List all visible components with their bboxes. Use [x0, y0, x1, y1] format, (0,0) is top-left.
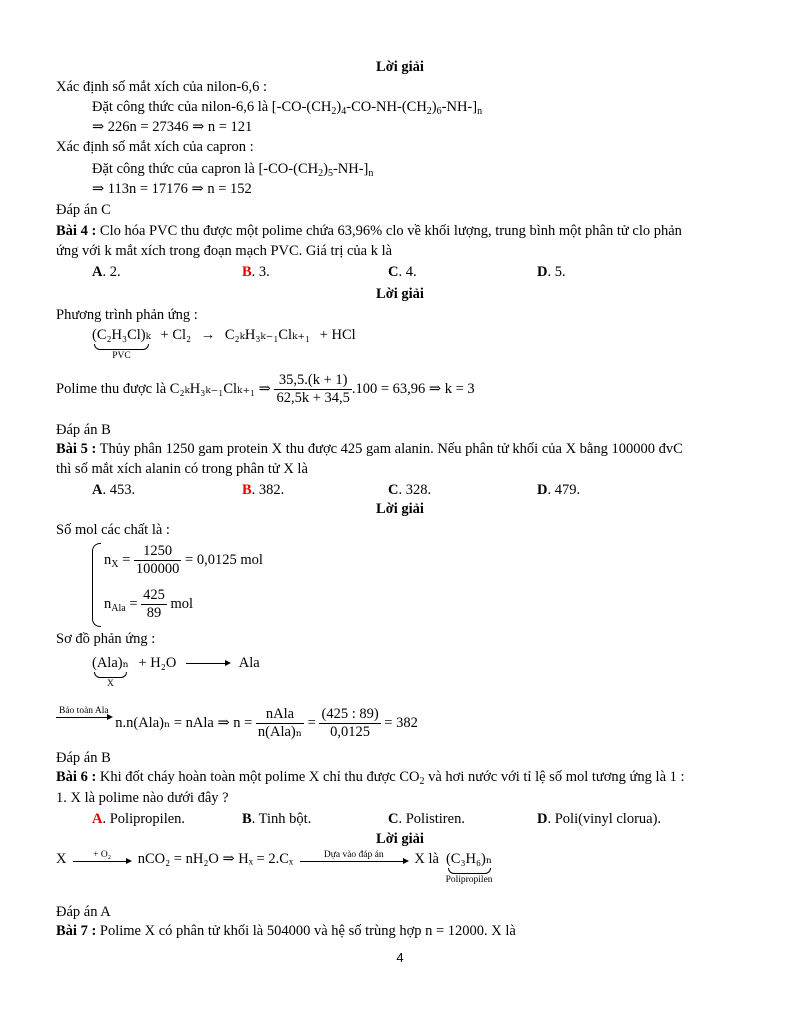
calc-line: ⇒ 226n = 27346 ⇒ n = 121 [92, 119, 253, 135]
curly-brace [92, 543, 101, 627]
question-line: Bài 4 : Clo hóa PVC thu được một polime chứa 63,96% clo về khối lượng, trung bình một phân tử clo phản [56, 223, 682, 239]
polime-calc-line: Polime thu được là C₂ₖH₃ₖ₋₁Clₖ₊₁ ⇒ $\frac{35,5.(k + 1)}{62,5k + 34,5}$ .100 = 63,96 ⇒ k = 3 [56, 372, 475, 406]
option-d: D. 5. [537, 264, 566, 280]
calc-line: ⇒ 113n = 17176 ⇒ n = 152 [92, 181, 252, 197]
text-line: Sơ đồ phản ứng : [56, 631, 156, 647]
page-number: 4 [396, 950, 404, 965]
option-b: B. 3. [242, 264, 270, 280]
question-line: Bài 5 : Thủy phân 1250 gam protein X thu được 425 gam alanin. Nếu phân tử khối của X bằng 100000 đvC [56, 441, 683, 457]
text-line: Phương trình phản ứng : [56, 307, 198, 323]
nx-equation: $n_X$ = $\frac{1250}{100000}$ = 0,0125 mol [104, 543, 263, 577]
option-a: A. 453. [92, 482, 136, 498]
solution-heading: Lời giải [376, 59, 424, 75]
option-d: D. Poli(vinyl clorua). [537, 811, 662, 827]
option-d: D. 479. [537, 482, 581, 498]
text-line: Xác định số mắt xích của nilon-6,6 : [56, 79, 268, 95]
solution-heading: Lời giải [376, 286, 424, 302]
formula-line: Đặt công thức của capron là $[-CO-(CH_2)_5-NH-]_n$ [92, 161, 374, 179]
question-line: Bài 6 : Khi đốt cháy hoàn toàn một polime X chỉ thu được $CO_2$ và hơi nước với tỉ lệ số mol tương ứng là 1 : [56, 769, 685, 787]
conservation-line: Bảo toàn Ala n.n(Ala)ₙ = nAla ⇒ n = $\frac{\text{nAla}}{\text{n(Ala)ₙ}}$ = $\frac{(425 : 89)}{0,0125}$ = 382 [56, 706, 418, 741]
option-c: C. Polistiren. [388, 811, 465, 827]
option-a: A. Polipropilen. [92, 811, 186, 827]
derivation-line: X + O₂ nCO₂ = nH₂O ⇒ Hₓ = 2.Cₓ Dựa vào đáp án X là (C₃H₆)ₙ Polipropilen [56, 850, 493, 885]
nala-equation: $n_{Ala}$ = $\frac{425}{89}$ mol [104, 587, 194, 621]
answer-line: Đáp án B [56, 750, 111, 766]
option-c: C. 4. [388, 264, 417, 280]
answer-line: Đáp án C [56, 202, 111, 218]
solution-heading: Lời giải [376, 831, 424, 847]
question-line: Bài 7 : Polime X có phân tử khối là 504000 và hệ số trùng hợp n = 12000. X là [56, 923, 516, 939]
reaction-scheme: (Ala)ₙ X + H₂O Ala [92, 655, 260, 689]
text-line: Số mol các chất là : [56, 522, 170, 538]
option-c: C. 328. [388, 482, 432, 498]
option-b: B. 382. [242, 482, 285, 498]
reaction-equation: (C₂H₃Cl)ₖ PVC + Cl₂ → C₂ₖH₃ₖ₋₁Clₖ₊₁ + HCl [92, 327, 356, 361]
answer-line: Đáp án B [56, 422, 111, 438]
option-b: B. Tinh bột. [242, 811, 312, 827]
answer-line: Đáp án A [56, 904, 111, 920]
question-line: thì số mắt xích alanin có trong phân tử X là [56, 461, 308, 477]
question-line: 1. X là polime nào dưới đây ? [56, 790, 229, 806]
formula-line: Đặt công thức của nilon-6,6 là $[-CO-(CH_2)_4-CO-NH-(CH_2)_6-NH-]_n$ [92, 99, 483, 117]
question-line: ứng với k mắt xích trong đoạn mạch PVC. Giá trị của k là [56, 243, 393, 259]
solution-heading: Lời giải [376, 501, 424, 517]
option-a: A. 2. [92, 264, 121, 280]
text-line: Xác định số mắt xích của capron : [56, 139, 254, 155]
